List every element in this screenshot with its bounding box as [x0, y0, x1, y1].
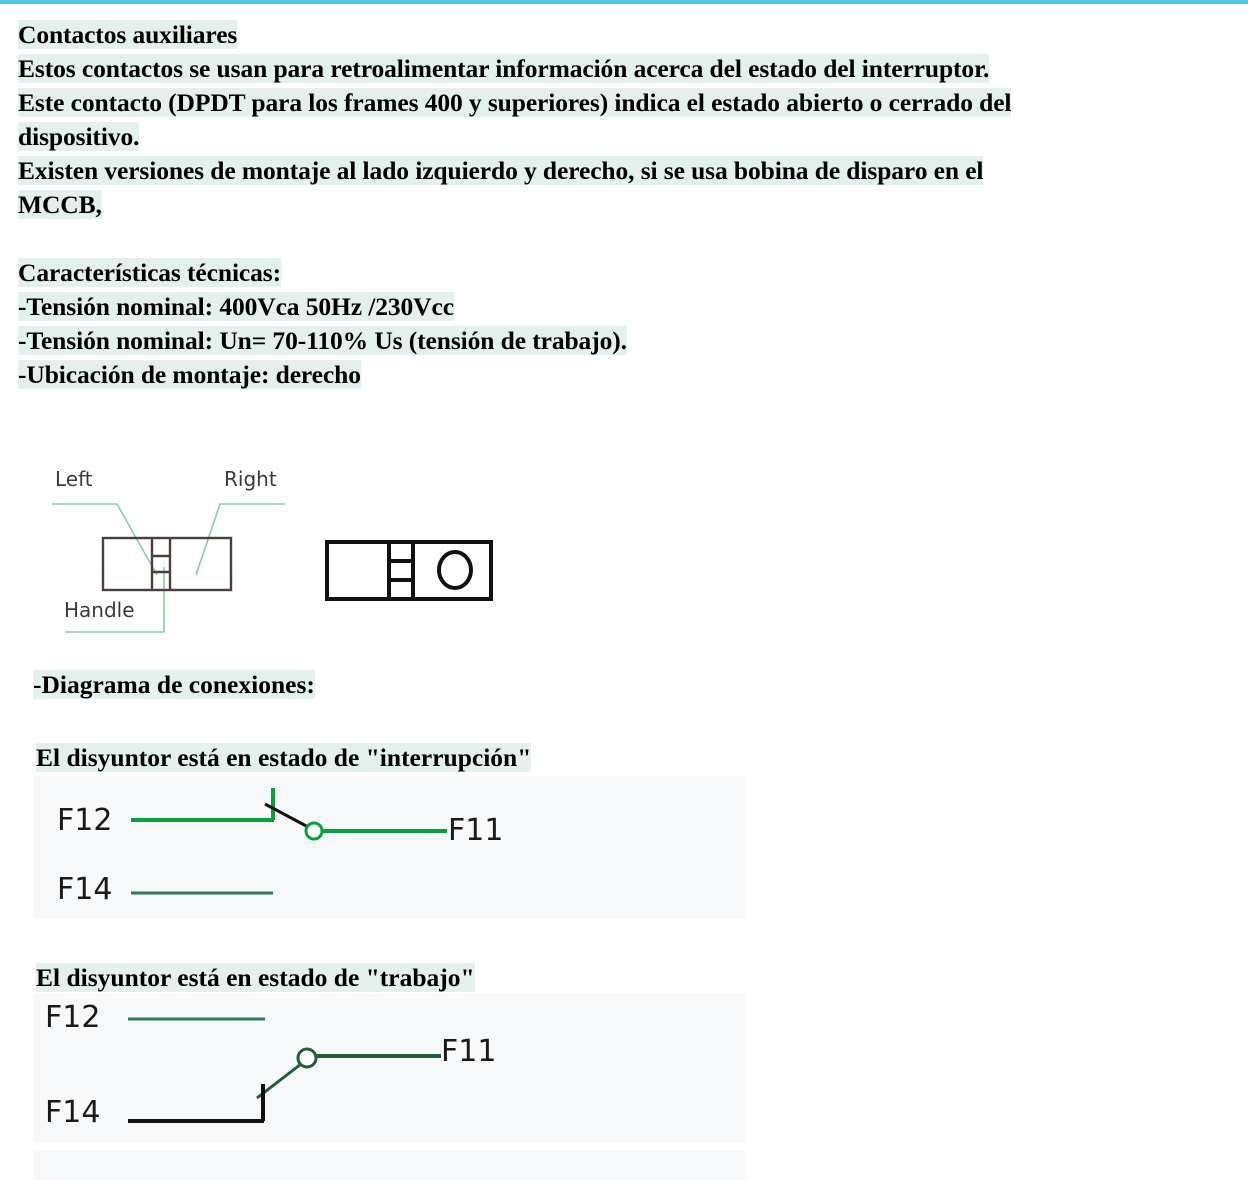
working-terminal-f11: F11	[441, 1034, 497, 1069]
working-state-heading	[36, 962, 475, 994]
paragraph-line-text: MCCB,	[18, 190, 102, 219]
working-terminal-f14: F14	[45, 1095, 101, 1130]
working-terminal-f12: F12	[45, 1000, 101, 1035]
connections-heading	[33, 669, 315, 701]
device-right-outline	[327, 542, 491, 599]
paragraph-line-text: Estos contactos se usan para retroalimentar información acerca del estado del interruptor.	[18, 54, 990, 83]
paragraph-line	[18, 86, 1233, 120]
device-drawing-svg	[0, 455, 560, 655]
working-state-panel-footer	[33, 1150, 745, 1180]
paragraph-line-text: Este contacto (DPDT para los frames 400 y superiores) indica el estado abierto o cerrado del	[18, 88, 1012, 117]
tripped-state-heading	[36, 742, 531, 774]
device-left-outline	[103, 538, 231, 590]
paragraph-line-text: Contactos auxiliares	[18, 20, 238, 49]
working-state-diagram	[33, 994, 745, 1144]
paragraph-line-text: Existen versiones de montaje al lado izquierdo y derecho, si se usa bobina de disparo en el	[18, 156, 984, 185]
working-state-heading-text: El disyuntor está en estado de "trabajo"	[36, 963, 475, 992]
paragraph-line-text: -Tensión nominal: 400Vca 50Hz /230Vcc	[18, 292, 454, 321]
paragraph-line	[18, 290, 1233, 324]
paragraph-line	[18, 256, 1233, 290]
label-right: Right	[224, 467, 277, 491]
paragraph-line-text: -Ubicación de montaje: derecho	[18, 360, 361, 389]
label-handle: Handle	[64, 598, 135, 622]
leader-right	[196, 504, 285, 575]
paragraph-line	[18, 324, 1233, 358]
tripped-terminal-f12: F12	[57, 803, 113, 838]
device-right-button	[439, 552, 471, 588]
paragraph-line-text: dispositivo.	[18, 122, 140, 151]
tripped-state-diagram	[33, 776, 745, 918]
tripped-contact-node	[306, 823, 322, 839]
paragraph-line	[18, 188, 1233, 222]
label-left: Left	[55, 467, 93, 491]
working-state-svg	[33, 994, 745, 1144]
connections-heading-text: -Diagrama de conexiones:	[33, 670, 315, 699]
paragraph-blank-line	[18, 222, 1233, 256]
leader-handle	[65, 567, 164, 632]
top-accent-rule	[0, 0, 1248, 4]
tripped-state-heading-text: El disyuntor está en estado de "interrupción"	[36, 743, 532, 772]
document-body-text	[18, 18, 1233, 392]
tripped-terminal-f11: F11	[448, 813, 504, 848]
paragraph-line-text: -Tensión nominal: Un= 70-110% Us (tensión de trabajo).	[18, 326, 627, 355]
paragraph-line	[18, 18, 1233, 52]
tripped-terminal-f14: F14	[57, 872, 113, 907]
paragraph-line	[18, 154, 1233, 188]
paragraph-line-text: Características técnicas:	[18, 258, 282, 287]
tripped-state-svg	[33, 776, 745, 918]
device-illustration	[0, 455, 560, 655]
paragraph-line	[18, 358, 1233, 392]
leader-left	[52, 504, 157, 575]
paragraph-line	[18, 52, 1233, 86]
paragraph-line	[18, 120, 1233, 154]
